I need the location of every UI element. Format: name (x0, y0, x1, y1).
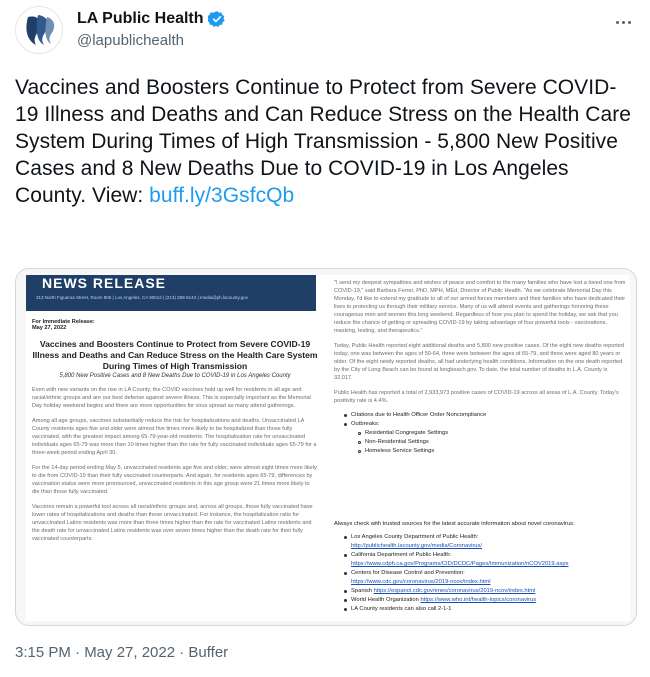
tweet-header (15, 6, 635, 56)
document-title: Vaccines and Boosters Continue to Protect from Severe COVID-19 Illness and Deaths and Can Reduce Stress on the Health Care System During Times of High Transmission (32, 339, 318, 371)
tweet-text (15, 74, 640, 209)
document-left-column (32, 315, 318, 543)
document-paragraph: Vaccines remain a powerful tool across all racial/ethnic groups and, across all groups, those fully vaccinated have lower rates of hospitalizations and deaths than those unvaccinated. For instance, the hospitalization ratio for unvaccinated Latino residents was more than three times higher than the rate for vaccinated Latinx residents and the death rate for unvaccinated Latinx residents was over seven times higher than the death rate for their fully vaccinated counterparts. (32, 504, 313, 542)
document-paragraph: Among all age groups, vaccines substantially reduce the risk for hospitalizations and deaths. Unvaccinated LA County residents ages five and older were almost five times more likely to be hospitalized than those fully vaccinated, with the greatest impact among 65-79-year-old residents. The hospitalization rate for unvaccinated individuals ages 65-79 was more than 10 times higher than the rate for fully vaccinated individuals ages 65-79 for a three-week period ending April 30. (32, 418, 317, 456)
la-public-health-logo-icon[interactable] (15, 6, 63, 54)
list-item: Citations due to Health Officer Order Noncompliance (344, 411, 626, 420)
release-date: May 27, 2022 (32, 325, 67, 331)
document-paragraph: "I send my deepest sympathies and wishes of peace and comfort to the many families who have lost a loved one from COVID-19," said Barbara Ferrer, PhD, MPH, MEd, Director of Public Health. "As we celebrate Memorial Day this Monday, I'd like to extend my gratitude to all of our armed forces members and their families who have dedicated their lives to protecting us through their military service. Many of us will attend events and gatherings honoring these courageous men and women this long weekend. Regardless of how you plan to spend the holiday, we ask that you reduce the chance of getting or spreading COVID-19 by taking advantage of four powerful tools - vaccinations, masking, testing, and therapeutics." (334, 280, 626, 334)
document-paragraph: Public Health has reported a total of 2,933,973 positive cases of COVID-19 across all areas of L.A. County. Today's positivity rate is 4.4%. (334, 390, 619, 404)
outbreak-list (334, 411, 626, 456)
list-item: California Department of Public Health: https://www.cdph.ca.gov/Programs/CID/DCDC/Pages/Immunization/nCOV2019.aspx (344, 551, 630, 569)
banner-title: NEWS RELEASE (42, 275, 167, 291)
document-subtitle: 5,800 New Positive Cases and 8 New Deaths Due to COVID-19 in Los Angeles County (59, 373, 291, 379)
list-item: Outbreaks: (344, 420, 626, 429)
list-item: Centers for Disease Control and Prevention: https://www.cdc.gov/coronavirus/2019-ncov/index.html (344, 569, 630, 587)
list-item: Spanish https://espanol.cdc.gov/enes/coronavirus/2019-ncov/index.html (344, 587, 630, 596)
banner-address: 313 North Figueroa Street, Room 806 | Los Angeles, CA 90012 | (213) 288-8144 | media@ph.lacounty.gov (36, 295, 248, 300)
document-paragraph: Even with new variants on the rise in LA County, the COVID vaccines hold up well for residents in all age and racial/ethnic groups and are our best defense against severe illness. This is especially important as the Memorial Day holiday weekend begins and there are more opportunities for virus spread as many attend gatherings. (32, 387, 311, 409)
name-row (77, 10, 226, 28)
tweet-media-image[interactable] (15, 268, 637, 626)
list-item: Non-Residential Settings (358, 438, 626, 447)
document-paragraph: Today, Public Health reported eight additional deaths and 5,800 new positive cases. Of the eight new deaths reported today, one was between the ages of 50-64, three were between the ages of 65-79, and three were aged 80 years or older. Of the eight newly reported deaths, all had underlying health conditions. Information on the one death reported by the City of Long Beach can be found at longbeach.gov. To date, the total number of deaths in L.A. County is 32,017. (334, 343, 625, 381)
news-release-banner (26, 275, 316, 311)
trusted-sources (334, 521, 630, 614)
list-item: Los Angeles County Department of Public Health: http://publichealth.lacounty.gov/media/Coronavirus/ (344, 533, 630, 551)
tweet-timestamp[interactable]: 3:15 PM · May 27, 2022 · Buffer (15, 644, 229, 661)
display-name[interactable]: LA Public Health (77, 10, 204, 27)
list-item: LA County residents can also call 2-1-1 (344, 605, 630, 614)
sources-list (334, 533, 630, 614)
trusted-sources-intro: Always check with trusted sources for the latest accurate information about novel coronavirus: (334, 521, 575, 527)
tweet-body: Vaccines and Boosters Continue to Protect from Severe COVID- 19 Illness and Deaths and Can Reduce Stress on the Health Care System During Times of High Transmission - 5,800 New Positive Cases and 8 New Deaths Due to COVID-19 in Los Angeles County. View: (15, 76, 631, 207)
news-release-document (26, 275, 630, 621)
list-item: Homeless Service Settings (358, 447, 626, 456)
verified-badge-icon (208, 10, 226, 28)
document-paragraph: For the 14-day period ending May 5, unvaccinated residents age five and older, were almost eight times more likely to die from COVID-19 than their fully vaccinated counterparts. And again, for residents ages 65-79, differences by vaccination status were more pronounced, unvaccinated residents in this age group were 21 times more likely to die than those fully vaccinated. (32, 465, 317, 495)
tweet-link[interactable]: buff.ly/3GsfcQb (149, 184, 295, 207)
document-right-column (334, 279, 626, 456)
list-item: World Health Organization https://www.who.int/health-topics/coronavirus (344, 596, 630, 605)
more-options-icon[interactable] (611, 10, 635, 34)
release-label: For Immediate Release: (32, 319, 95, 325)
account-handle[interactable]: @lapublichealth (77, 32, 184, 49)
list-item: Residential Congregate Settings (358, 429, 626, 438)
